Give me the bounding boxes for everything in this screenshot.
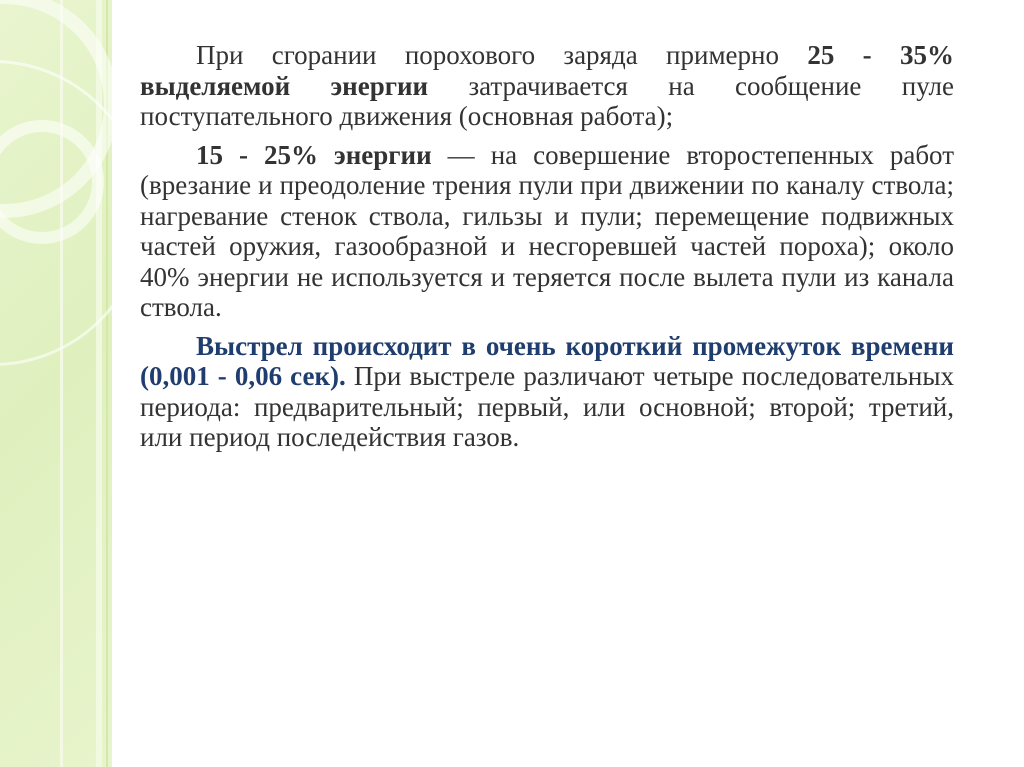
paragraph-text: При выстреле различают четыре последовательных периода: предварительный; первый, или основной; второй; третий, или период последействия газов.	[140, 361, 954, 452]
paragraph-intro: При сгорании порохового заряда примерно	[196, 40, 808, 70]
paragraph-shot-duration	[140, 331, 954, 453]
decorative-side-panel	[0, 0, 112, 767]
paragraph-energy-main-work	[140, 40, 954, 132]
paragraph-text: затрачивается на сообщение пуле поступательного движения (основная работа);	[140, 70, 955, 131]
slide-body	[140, 40, 954, 461]
paragraph-text: — на совершение второстепенных работ (врезание и преодоление трения пули при движении по каналу ствола; нагревание стенок ствола, гильзы и пули; перемещение подвижных частей оружия, газообразной и несгоревшей частей пороха); около 40% энергии не используется и теряется после вылета пули из канала ствола.	[140, 139, 954, 322]
paragraph-emphasis: 25 - 35% выделяемой энергии	[140, 40, 954, 101]
paragraph-energy-secondary-work	[140, 140, 954, 323]
paragraph-emphasis: 15 - 25% энергии	[196, 139, 432, 170]
paragraph-emphasis-highlight: Выстрел происходит в очень короткий промежуток времени (0,001 - 0,06 сек).	[140, 330, 954, 391]
